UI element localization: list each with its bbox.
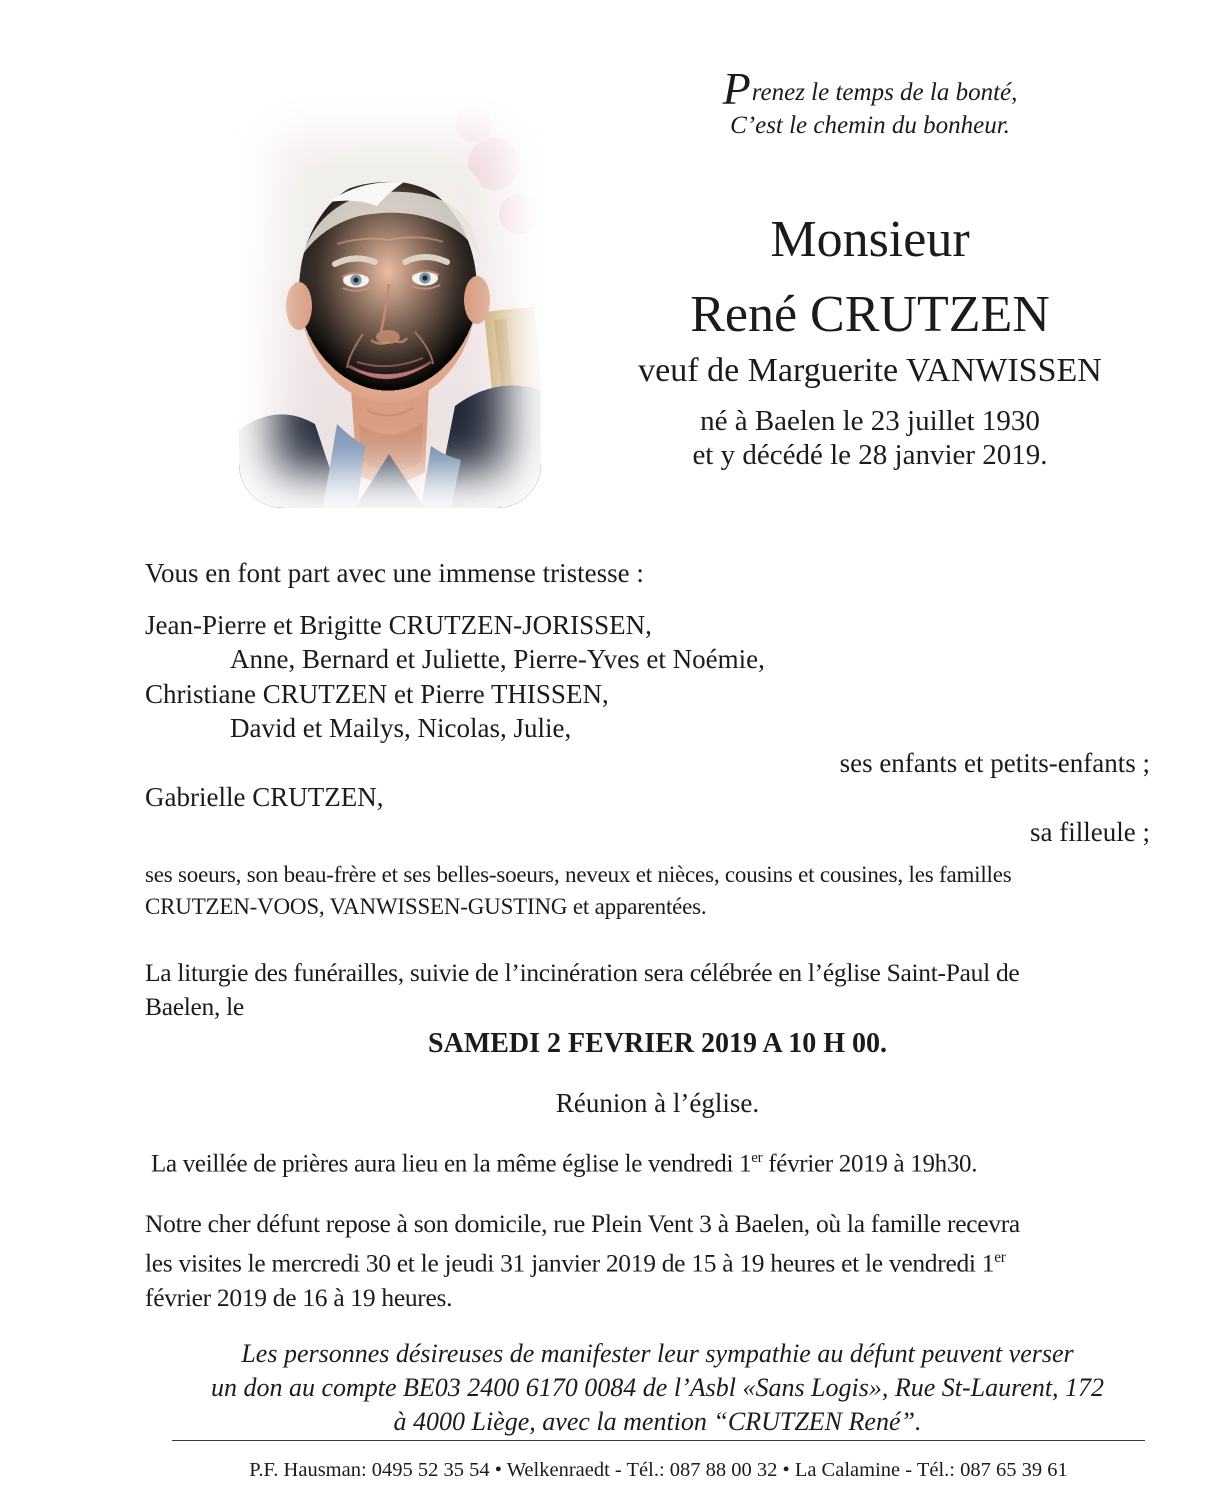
title-monsieur: Monsieur [770, 211, 970, 268]
funeral-home-contact: P.F. Hausman: 0495 52 35 54 • Welkenraedt - Tél.: 087 88 00 32 • La Calamine - Tél.: 087 65 39 61 [249, 1459, 1068, 1481]
header-block [580, 63, 1160, 492]
meeting-line: Réunion à l’église. [555, 1088, 760, 1118]
widower-line: veuf de Marguerite VANWISSEN [638, 352, 1102, 389]
family-line: Christiane CRUTZEN et Pierre THISSEN, [145, 678, 609, 709]
visits-line3: février 2019 de 16 à 19 heures. [145, 1282, 453, 1312]
visits-paragraph [145, 1207, 1150, 1315]
relatives-line2: CRUTZEN-VOOS, VANWISSEN-GUSTING et apparentées. [145, 894, 707, 919]
opening-quote [580, 63, 1160, 142]
donation-line1: Les personnes désireuses de manifester leur sympathie au défunt peuvent verser [241, 1338, 1074, 1368]
intro-line: Vous en font part avec une immense tristesse : [145, 558, 644, 588]
deceased-portrait-photo [239, 94, 541, 508]
quote-line2: C’est le chemin du bonheur. [730, 112, 1010, 139]
announcement-body [145, 556, 1150, 1439]
visits-line2: les visites le mercredi 30 et le jeudi 31 janvier 2019 de 15 à 19 heures et le vendredi 1er [145, 1248, 1006, 1278]
birth-line: né à Baelen le 23 juillet 1930 [700, 405, 1040, 437]
family-line: Jean-Pierre et Brigitte CRUTZEN-JORISSEN, [145, 609, 652, 640]
liturgy-line2: Baelen, le [145, 992, 244, 1021]
liturgy-paragraph [145, 956, 1150, 1024]
liturgy-line1: La liturgie des funérailles, suivie de l’incinération sera célébrée en l’église Saint-Paul de [145, 958, 1020, 987]
deceased-name: René CRUTZEN [690, 286, 1050, 343]
death-line: et y décédé le 28 janvier 2019. [692, 439, 1048, 471]
goddaughter-name: Gabrielle CRUTZEN, [145, 782, 384, 812]
donation-line2: un don au compte BE03 2400 6170 0084 de l’Asbl «Sans Logis», Rue St-Laurent, 172 [210, 1372, 1105, 1402]
relatives-paragraph [145, 859, 1150, 923]
donation-line3: à 4000 Liège, avec la mention “CRUTZEN René”. [393, 1406, 922, 1436]
footer-divider [172, 1440, 1145, 1441]
ordinal-superscript: er [751, 1149, 763, 1166]
relatives-line1: ses soeurs, son beau-frère et ses belles-soeurs, neveux et nièces, cousins et cousines, les familles [145, 862, 1012, 887]
funeral-date: SAMEDI 2 FEVRIER 2019 A 10 H 00. [428, 1028, 887, 1059]
family-line: Anne, Bernard et Juliette, Pierre-Yves et Noémie, [230, 644, 765, 674]
donation-paragraph [145, 1337, 1150, 1439]
children-label: ses enfants et petits-enfants ; [839, 747, 1150, 778]
photo-feathered-edge [239, 94, 541, 508]
goddaughter-label: sa filleule ; [1030, 816, 1150, 847]
quote-drop-cap: P [722, 63, 752, 114]
quote-line1: Prenez le temps de la bonté, [722, 63, 1018, 114]
visits-line1: Notre cher défunt repose à son domicile, rue Plein Vent 3 à Baelen, où la famille recevra [145, 1209, 1020, 1239]
family-line: David et Mailys, Nicolas, Julie, [230, 713, 572, 743]
vigil-line: La veillée de prières aura lieu en la même église le vendredi 1er février 2019 à 19h30. [151, 1149, 978, 1177]
ordinal-superscript: er [994, 1249, 1006, 1267]
